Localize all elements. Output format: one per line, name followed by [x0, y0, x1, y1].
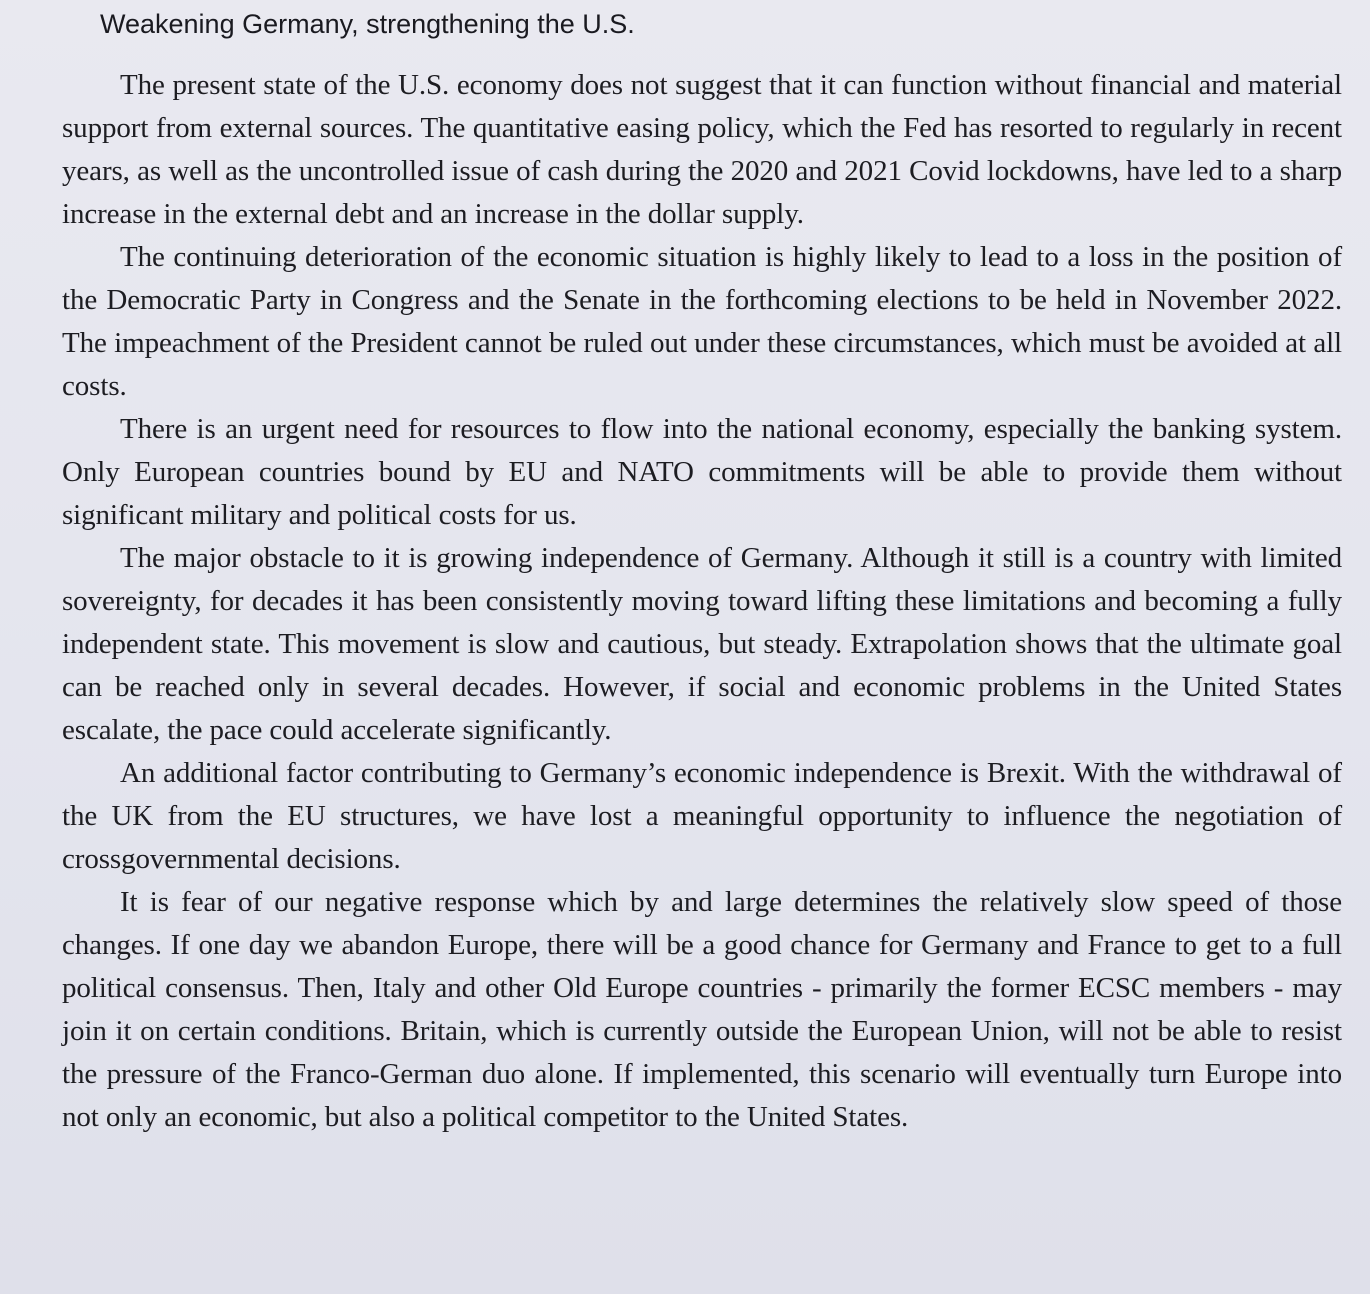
paragraph-democratic-party: The continuing deterioration of the economic situation is highly likely to lead to a loss in the position of the Democratic Party in Congress and the Senate in the forthcoming elections to be held in November 2022. The impeachment of the President cannot be ruled out under these circumstances, which must be avoided at all costs. — [62, 241, 1342, 402]
document-body — [62, 64, 1342, 1139]
paragraph-us-economy: The present state of the U.S. economy does not suggest that it can function without financial and material support from external sources. The quantitative easing policy, which the Fed has resorted to regularly in recent years, as well as the uncontrolled issue of cash during the 2020 and 2021 Covid lockdowns, have led to a sharp increase in the external debt and an increase in the dollar supply. — [62, 69, 1342, 230]
paragraph-brexit: An additional factor contributing to Germany’s economic independence is Brexit. With the withdrawal of the UK from the EU structures, we have lost a meaningful opportunity to influence the negotiation of crossgovernmental decisions. — [62, 757, 1342, 875]
paragraph-germany-independence: The major obstacle to it is growing independence of Germany. Although it still is a country with limited sovereignty, for decades it has been consistently moving toward lifting these limitations and becoming a fully independent state. This movement is slow and cautious, but steady. Extrapolation shows that the ultimate goal can be reached only in several decades. However, if social and economic problems in the United States escalate, the pace could accelerate significantly. — [62, 542, 1342, 746]
document-title: Weakening Germany, strengthening the U.S. — [100, 9, 635, 39]
paragraph-europe-scenario: It is fear of our negative response which by and large determines the relatively slow speed of those changes. If one day we abandon Europe, there will be a good chance for Germany and France to get to a full political consensus. Then, Italy and other Old Europe countries - primarily the former ECSC members - may join it on certain conditions. Britain, which is currently outside the European Union, will not be able to resist the pressure of the Franco-German duo alone. If implemented, this scenario will eventually turn Europe into not only an economic, but also a political competitor to the United States. — [62, 886, 1342, 1133]
paragraph-urgent-resources: There is an urgent need for resources to flow into the national economy, especially the banking system. Only European countries bound by EU and NATO commitments will be able to provide them without significant military and political costs for us. — [62, 413, 1342, 531]
